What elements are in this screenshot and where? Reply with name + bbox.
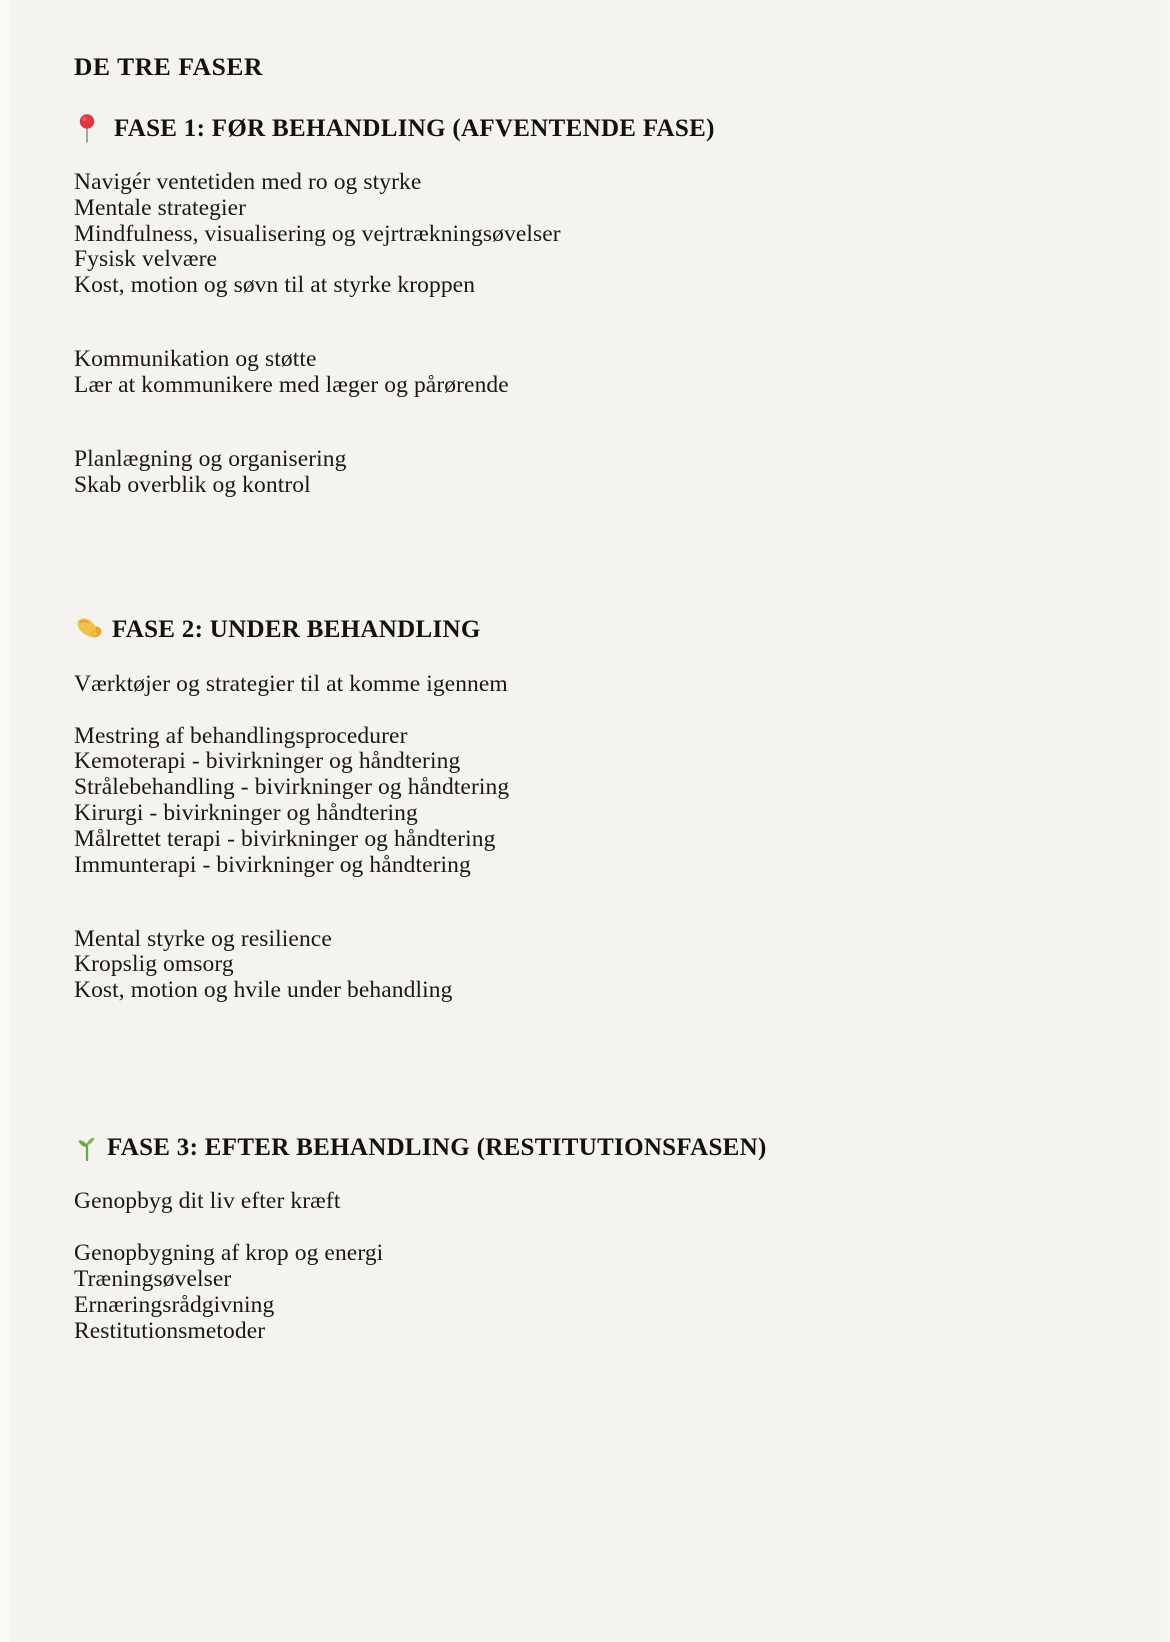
group-item: Kost, motion og søvn til at styrke kroppen: [74, 272, 476, 299]
phase-heading-label: FASE 1: FØR BEHANDLING (AFVENTENDE FASE): [114, 114, 715, 142]
phase-1-body: [74, 170, 1104, 299]
group-item: Skab overblik og kontrol: [74, 471, 311, 498]
spacer: [74, 299, 1104, 347]
spacer: [74, 399, 1104, 447]
phase-intro: Genopbyg dit liv efter kræft: [74, 1188, 341, 1215]
group-item: Kirurgi - bivirkninger og håndtering: [74, 800, 418, 827]
phase-intro: Værktøjer og strategier til at komme igennem: [74, 670, 508, 697]
phase-2-group-1: [74, 724, 1104, 879]
group-item: Kost, motion og hvile under behandling: [74, 977, 453, 1004]
flexed-biceps-icon: [74, 616, 104, 644]
phase-2-group-2: [74, 927, 1104, 1005]
phase-1-group-2: [74, 347, 1104, 399]
group-item: Træningsøvelser: [74, 1266, 232, 1293]
spacer: [74, 879, 1104, 927]
document-content: [74, 52, 1104, 1345]
group-item: Kemoterapi - bivirkninger og håndtering: [74, 748, 461, 775]
phase-heading-fase-1: [74, 113, 1104, 144]
group-title: Genopbygning af krop og energi: [74, 1240, 384, 1267]
phase-intro: Navigér ventetiden med ro og styrke: [74, 168, 422, 195]
group-title: Mental styrke og resilience: [74, 925, 332, 952]
group-item: Mindfulness, visualisering og vejrtrækningsøvelser: [74, 220, 561, 247]
page-title: DE TRE FASER: [74, 52, 264, 81]
phase-heading-label: FASE 3: EFTER BEHANDLING (RESTITUTIONSFASEN): [107, 1134, 767, 1162]
group-title: Kommunikation og støtte: [74, 346, 317, 373]
group-title: Mentale strategier: [74, 194, 247, 221]
phase-2-intro: [74, 672, 1104, 698]
group-item: Målrettet terapi - bivirkninger og håndtering: [74, 825, 496, 852]
phase-heading-fase-3: [74, 1132, 1104, 1163]
group-title: Planlægning og organisering: [74, 445, 347, 472]
group-title: Mestring af behandlingsprocedurer: [74, 722, 408, 749]
spacer: [74, 1215, 1104, 1241]
phase-1-group-3: [74, 447, 1104, 499]
phase-3-group-1: [74, 1241, 1104, 1344]
phase-heading-fase-2: [74, 614, 1104, 645]
group-item: Ernæringsrådgivning: [74, 1291, 275, 1318]
spacer: [74, 144, 1104, 170]
phase-3-intro: [74, 1189, 1104, 1215]
group-item: Kropslig omsorg: [74, 951, 234, 978]
group-item: Restitutionsmetoder: [74, 1317, 266, 1344]
group-item: Fysisk velvære: [74, 246, 218, 273]
spacer: [74, 698, 1104, 724]
spacer: [74, 646, 1104, 672]
group-item: Lær at kommunikere med læger og pårørende: [74, 371, 509, 398]
group-item: Immunterapi - bivirkninger og håndtering: [74, 851, 471, 878]
page-edge-left: [0, 0, 9, 1642]
group-item: Strålebehandling - bivirkninger og håndtering: [74, 774, 510, 801]
phase-heading-label: FASE 2: UNDER BEHANDLING: [112, 616, 481, 644]
seedling-icon: [74, 1134, 100, 1162]
spacer: [74, 498, 1104, 614]
spacer: [74, 1004, 1104, 1132]
page-edge-right: [1161, 0, 1170, 1642]
round-pushpin-icon: [74, 113, 100, 143]
spacer: [74, 1163, 1104, 1189]
